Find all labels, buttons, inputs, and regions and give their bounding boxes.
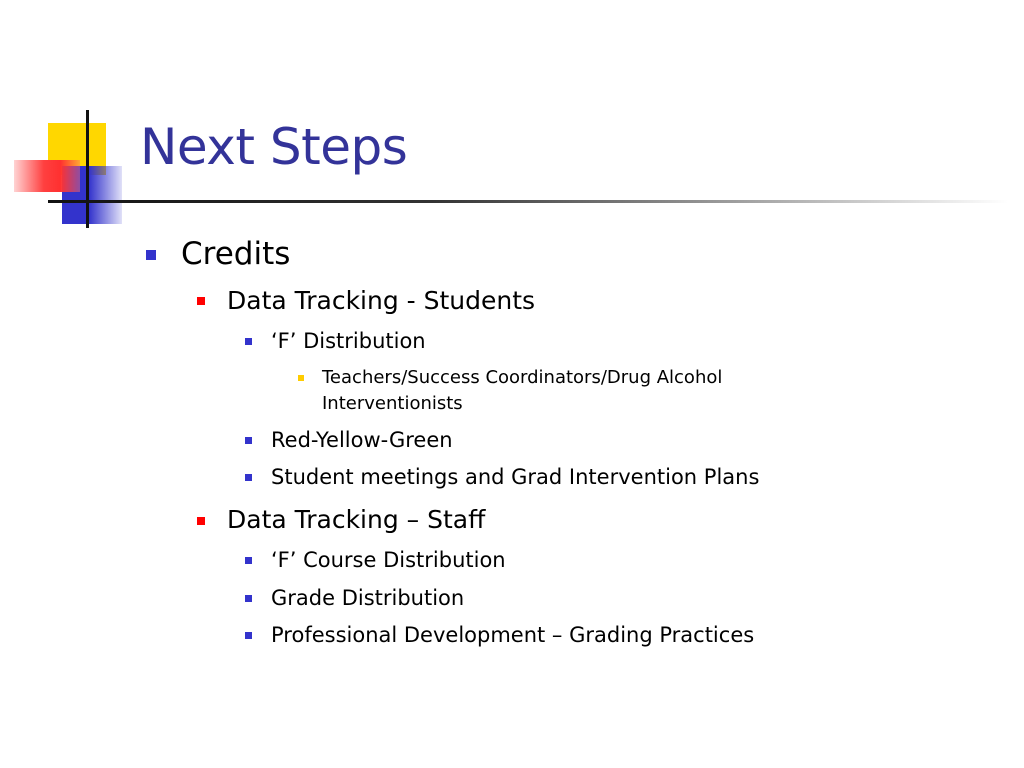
bullet-red-yellow-green: Red-Yellow-Green — [271, 428, 453, 452]
bullet-square-icon — [197, 297, 205, 305]
bullet-square-icon — [245, 437, 252, 444]
bullet-professional-development: Professional Development – Grading Practices — [271, 623, 755, 647]
bullet-square-icon — [245, 557, 252, 564]
bullet-data-tracking-students: Data Tracking - Students — [227, 286, 536, 315]
bullet-f-course-distribution: ‘F’ Course Distribution — [271, 548, 506, 572]
bullet-square-icon — [146, 250, 156, 260]
bullet-grade-distribution: Grade Distribution — [271, 586, 465, 610]
bullet-credits: Credits — [181, 236, 291, 272]
decorative-logo — [0, 0, 150, 240]
slide-title: Next Steps — [140, 118, 408, 176]
bullet-square-icon — [245, 632, 252, 639]
bullet-data-tracking-staff: Data Tracking – Staff — [227, 505, 486, 534]
bullet-student-meetings: Student meetings and Grad Intervention Plans — [271, 465, 760, 489]
bullet-square-icon — [245, 595, 252, 602]
bullet-teachers-line-2: Interventionists — [322, 393, 463, 414]
bullet-teachers-line-1: Teachers/Success Coordinators/Drug Alcohol — [322, 367, 723, 388]
bullet-f-distribution: ‘F’ Distribution — [271, 329, 426, 353]
bullet-square-icon — [298, 375, 304, 381]
bullet-square-icon — [197, 517, 205, 525]
bullet-square-icon — [245, 338, 252, 345]
vertical-rule — [86, 110, 89, 228]
red-bar — [14, 160, 80, 192]
title-underline — [48, 200, 1008, 203]
bullet-square-icon — [245, 474, 252, 481]
